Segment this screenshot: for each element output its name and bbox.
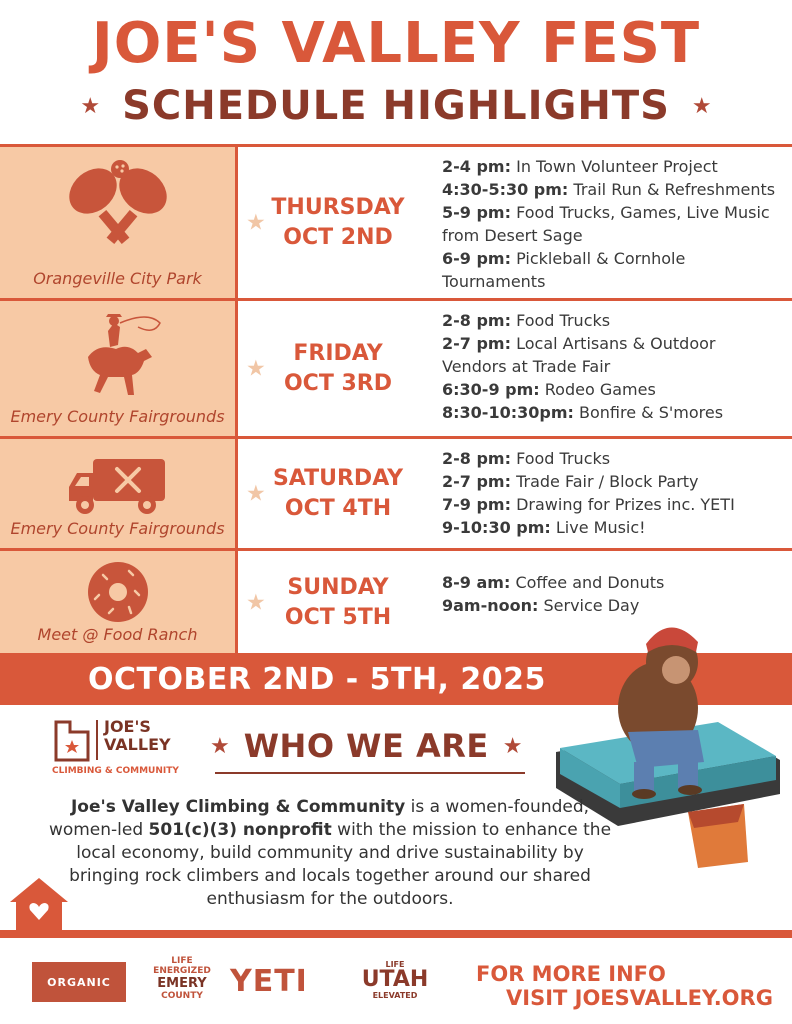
more-info-label: FOR MORE INFO: [476, 962, 666, 986]
star-icon: ★: [246, 356, 266, 381]
venue-name: Emery County Fairgrounds: [10, 519, 225, 538]
event-item: 2-8 pm: Food Trucks: [442, 311, 611, 330]
donut-icon: [83, 557, 153, 631]
star-icon: ★: [210, 733, 230, 759]
day-name: FRIDAY: [293, 340, 383, 366]
events-list: [438, 147, 792, 298]
events-list: [438, 301, 792, 436]
website-link[interactable]: VISIT JOESVALLEY.ORG: [506, 986, 773, 1010]
event-item: 8-9 am: Coffee and Donuts: [442, 573, 665, 592]
venue-name: Emery County Fairgrounds: [10, 407, 225, 426]
footer-divider: [0, 930, 792, 938]
fest-title: JOE'S VALLEY FEST: [91, 11, 701, 76]
day-cell: [238, 147, 438, 298]
event-item: 9-10:30 pm: Live Music!: [442, 518, 646, 537]
day-cell: [238, 439, 438, 548]
venue-name: Orangeville City Park: [33, 269, 202, 288]
house-heart-icon: [8, 876, 70, 936]
star-icon: ★: [246, 210, 266, 235]
event-item: 2-7 pm: Trade Fair / Block Party: [442, 472, 699, 491]
day-date: OCT 3RD: [283, 370, 393, 396]
schedule-row-friday: [0, 298, 792, 436]
day-cell: [238, 551, 438, 654]
utah-state-icon: [52, 718, 92, 762]
schedule-row-saturday: [0, 436, 792, 548]
more-info: [476, 962, 773, 1010]
day-date: OCT 4TH: [284, 495, 392, 521]
event-item: 5-9 pm: Food Trucks, Games, Live Music from Desert Sage: [442, 203, 770, 245]
pickleball-icon: [63, 159, 173, 259]
event-item: 2-7 pm: Local Artisans & Outdoor Vendors at Trade Fair: [442, 334, 716, 376]
event-item: 9am-noon: Service Day: [442, 596, 640, 615]
star-icon: ★: [691, 93, 712, 119]
emery-county-sponsor-logo: LIFE ENERGIZED EMERY COUNTY: [153, 956, 211, 1001]
org-name: Joe's Valley Climbing & Community: [70, 797, 406, 817]
event-item: 6:30-9 pm: Rodeo Games: [442, 380, 656, 399]
logo-name: JOE'S VALLEY: [104, 717, 171, 754]
utah-sponsor-logo: LIFE UTAH ELEVATED: [361, 960, 429, 1000]
venue-cell: [0, 301, 238, 436]
star-icon: ★: [246, 481, 266, 506]
star-icon: ★: [246, 590, 266, 615]
day-date: OCT 2ND: [283, 224, 393, 250]
heading-underline: [215, 772, 525, 774]
event-item: 7-9 pm: Drawing for Prizes inc. YETI: [442, 495, 735, 514]
venue-cell: [0, 147, 238, 298]
who-we-are-heading: WHO WE ARE: [243, 727, 489, 765]
who-we-are-heading-row: [210, 724, 530, 768]
organic-sponsor-logo: ORGANIC: [32, 962, 126, 1002]
about-paragraph: Joe's Valley Climbing & Community is a women-founded, women-led 501(c)(3) nonprofit with the mission to enhance the local economy, build community and drive sustainability by bringing rock climbers and locals together around our shared enthusiasm for the outdoors.: [48, 797, 612, 909]
day-name: THURSDAY: [271, 194, 405, 220]
event-item: 2-4 pm: In Town Volunteer Project: [442, 157, 718, 176]
joes-valley-logo: [52, 718, 182, 778]
nonprofit-status: 501(c)(3) nonprofit: [148, 820, 332, 840]
sponsor-footer: [0, 952, 792, 1018]
events-list: [438, 439, 792, 548]
rodeo-icon: [68, 313, 168, 405]
day-cell: [238, 301, 438, 436]
venue-cell: [0, 551, 238, 654]
event-item: 2-8 pm: Food Trucks: [442, 449, 611, 468]
day-name: SATURDAY: [272, 465, 404, 491]
date-banner-text: OCTOBER 2ND - 5TH, 2025: [88, 661, 546, 697]
food-truck-icon: [63, 453, 173, 521]
logo-tagline: CLIMBING & COMMUNITY: [52, 766, 179, 776]
yeti-sponsor-logo: YETI: [230, 964, 308, 999]
schedule-row-thursday: [0, 144, 792, 298]
schedule-table: [0, 144, 792, 654]
subtitle-row: [0, 80, 792, 132]
day-name: SUNDAY: [287, 574, 389, 600]
star-icon: ★: [502, 733, 523, 759]
star-icon: ★: [80, 93, 101, 119]
venue-name: Meet @ Food Ranch: [37, 625, 198, 644]
event-item: 6-9 pm: Pickleball & Cornhole Tournaments: [442, 249, 686, 291]
venue-cell: [0, 439, 238, 548]
schedule-subtitle: SCHEDULE HIGHLIGHTS: [122, 83, 670, 129]
day-date: OCT 5TH: [284, 604, 392, 630]
event-item: 4:30-5:30 pm: Trail Run & Refreshments: [442, 180, 776, 199]
event-item: 8:30-10:30pm: Bonfire & S'mores: [442, 403, 724, 422]
